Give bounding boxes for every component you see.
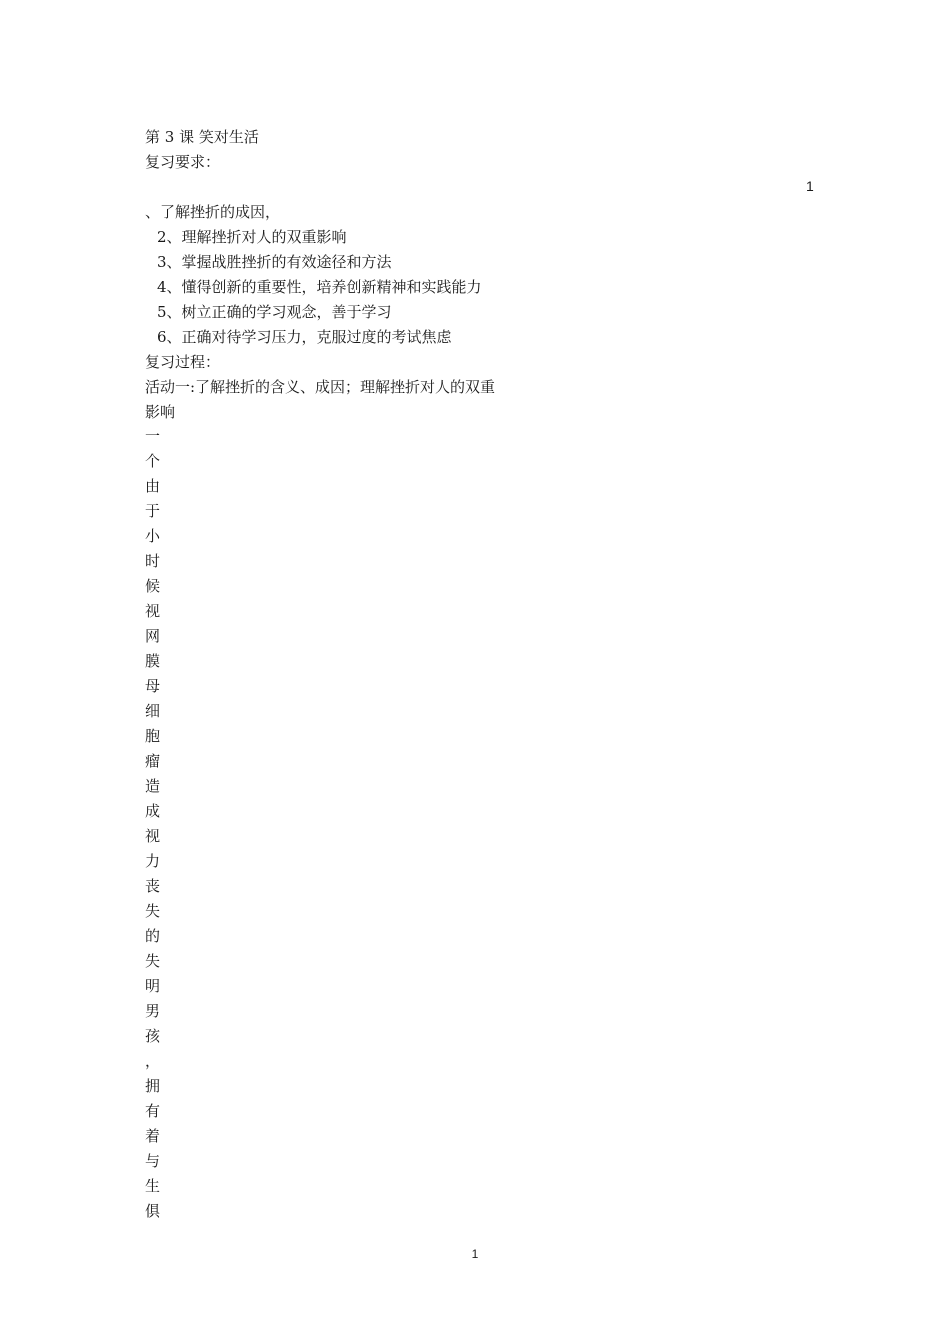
requirement-item-3: 3、掌握战胜挫折的有效途径和方法 [157, 253, 392, 271]
vertical-char: 生 [145, 1177, 161, 1195]
page-number: 1 [471, 1247, 479, 1261]
vertical-char: 由 [145, 477, 161, 495]
activity-one-line-1: 活动一:了解挫折的含义、成因；理解挫折对人的双重 [145, 378, 496, 396]
requirement-item-4: 4、懂得创新的重要性，培养创新精神和实践能力 [157, 278, 482, 296]
lesson-title: 第 3 课 笑对生活 [145, 128, 259, 146]
margin-number: 1 [806, 178, 814, 194]
vertical-text-column [145, 424, 169, 1224]
vertical-char: 候 [145, 577, 161, 595]
vertical-char: 网 [145, 627, 161, 645]
review-requirements-heading: 复习要求： [145, 153, 221, 171]
requirement-item-2: 2、理解挫折对人的双重影响 [157, 228, 347, 246]
vertical-char: 明 [145, 977, 161, 995]
requirement-item-1: 、了解挫折的成因， [145, 203, 281, 221]
vertical-char: 丧 [145, 877, 161, 895]
vertical-char: 细 [145, 702, 161, 720]
vertical-char: 视 [145, 602, 161, 620]
requirement-item-6: 6、正确对待学习压力，克服过度的考试焦虑 [157, 328, 452, 346]
vertical-char: 力 [145, 852, 161, 870]
vertical-char: 的 [145, 927, 161, 945]
vertical-char: 俱 [145, 1202, 161, 1220]
vertical-char: 瘤 [145, 752, 161, 770]
vertical-char: 成 [145, 802, 161, 820]
requirement-item-5: 5、树立正确的学习观念，善于学习 [157, 303, 392, 321]
vertical-char: 有 [145, 1102, 161, 1120]
vertical-char: 一 [145, 427, 161, 445]
vertical-char: 小 [145, 527, 161, 545]
vertical-char: 与 [145, 1152, 161, 1170]
vertical-char: 失 [145, 952, 161, 970]
vertical-char: 造 [145, 777, 161, 795]
vertical-char: 膜 [145, 652, 161, 670]
review-process-heading: 复习过程： [145, 353, 221, 371]
vertical-char: ， [145, 1052, 161, 1070]
vertical-char: 胞 [145, 727, 161, 745]
vertical-char: 孩 [145, 1027, 161, 1045]
vertical-char: 于 [145, 502, 161, 520]
vertical-char: 着 [145, 1127, 161, 1145]
vertical-char: 个 [145, 452, 161, 470]
activity-one-line-2: 影响 [145, 403, 176, 421]
vertical-char: 失 [145, 902, 161, 920]
vertical-char: 拥 [145, 1077, 161, 1095]
vertical-char: 视 [145, 827, 161, 845]
vertical-char: 时 [145, 552, 161, 570]
vertical-char: 母 [145, 677, 161, 695]
vertical-char: 男 [145, 1002, 161, 1020]
